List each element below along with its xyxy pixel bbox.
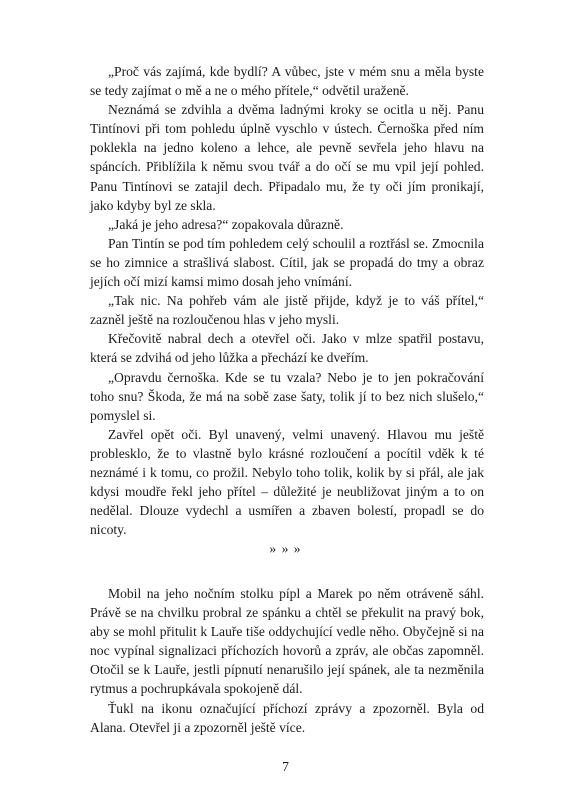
paragraph: Křečovitě nabral dech a otevřel oči. Jako v mlze spatřil postavu, která se zdvihá od jeho lůžka a přechází ke dveřím.	[90, 331, 484, 366]
paragraph: „Proč vás zajímá, kde bydlí? A vůbec, jste v mém snu a měla byste se tedy zajímat o mě a ne o mého přítele,“ odvětil uraženě.	[90, 64, 484, 99]
paragraph: „Opravdu černoška. Kde se tu vzala? Nebo je to jen pokračování toho snu? Škoda, že má na sobě zase šaty, tolik jí to bez nich slušelo,“ pomyslel si.	[90, 369, 484, 423]
page-number: 7	[282, 759, 289, 774]
paragraph: „Tak nic. Na pohřeb vám ale jistě přijde, když je to váš přítel,“ zazněl ještě na rozloučenou hlas v jeho mysli.	[90, 293, 484, 328]
paragraph: Ťukl na ikonu označující příchozí zprávy a zpozorněl. Byla od Alana. Otevřel ji a zpozorněl ještě více.	[90, 700, 484, 735]
paragraph: Zavřel opět oči. Byl unavený, velmi unavený. Hlavou mu ještě problesklo, že to vlastně bylo krásné rozloučení a pocítil vděk k té neznámé i k tomu, co prožil. Nebylo toho tolik, kolik by si přál, ale jak kdysi moudře řekl jeho přítel – důležité je neubližovat jiným a to on nedělal. Dlouze vydechl a usmířen a zbaven bolestí, propadl se do nicoty.	[90, 426, 484, 538]
paragraph: „Jaká je jeho adresa?“ zopakovala důrazně.	[108, 216, 344, 232]
paragraph: Neznámá se zdvihla a dvěma ladnými kroky se ocitla u něj. Panu Tintínovi při tom pohledu úplně vyschlo v ústech. Černoška před ním poklekla na jedno koleno a lehce, ale pevně sevřela jeho hlavu na spáncích. Přiblížila k němu svou tvář a do očí se mu vpil její pohled. Panu Tintínovi se zatajil dech. Připadalo mu, že ty oči jím pronikají, jako kdyby byl ze skla.	[90, 102, 484, 213]
text-section-1	[90, 62, 484, 539]
scene-break-ornament: » » »	[269, 541, 302, 556]
paragraph: Mobil na jeho nočním stolku pípl a Marek po něm otráveně sáhl. Právě se na chvilku probral ze spánku a chtěl se překulit na pravý bok, aby se mohl přitulit k Lauře tiše oddychující vedle něho. Obyčejně si na noc vypínal signalizaci příchozích hovorů a zpráv, ale občas zapomněl. Otočil se k Lauře, jestli pípnutí nenarušilo její spánek, ale ta nezměnila rytmus a pochrupkávala spokojeně dál.	[90, 586, 484, 697]
text-section-2	[90, 584, 484, 737]
paragraph: Pan Tintín se pod tím pohledem celý schoulil a roztřásl se. Zmocnila se ho zimnice a strašlivá slabost. Cítil, jak se propadá do tmy a obraz jejích očí mizí kamsi mimo dosah jeho vnímání.	[90, 235, 484, 290]
